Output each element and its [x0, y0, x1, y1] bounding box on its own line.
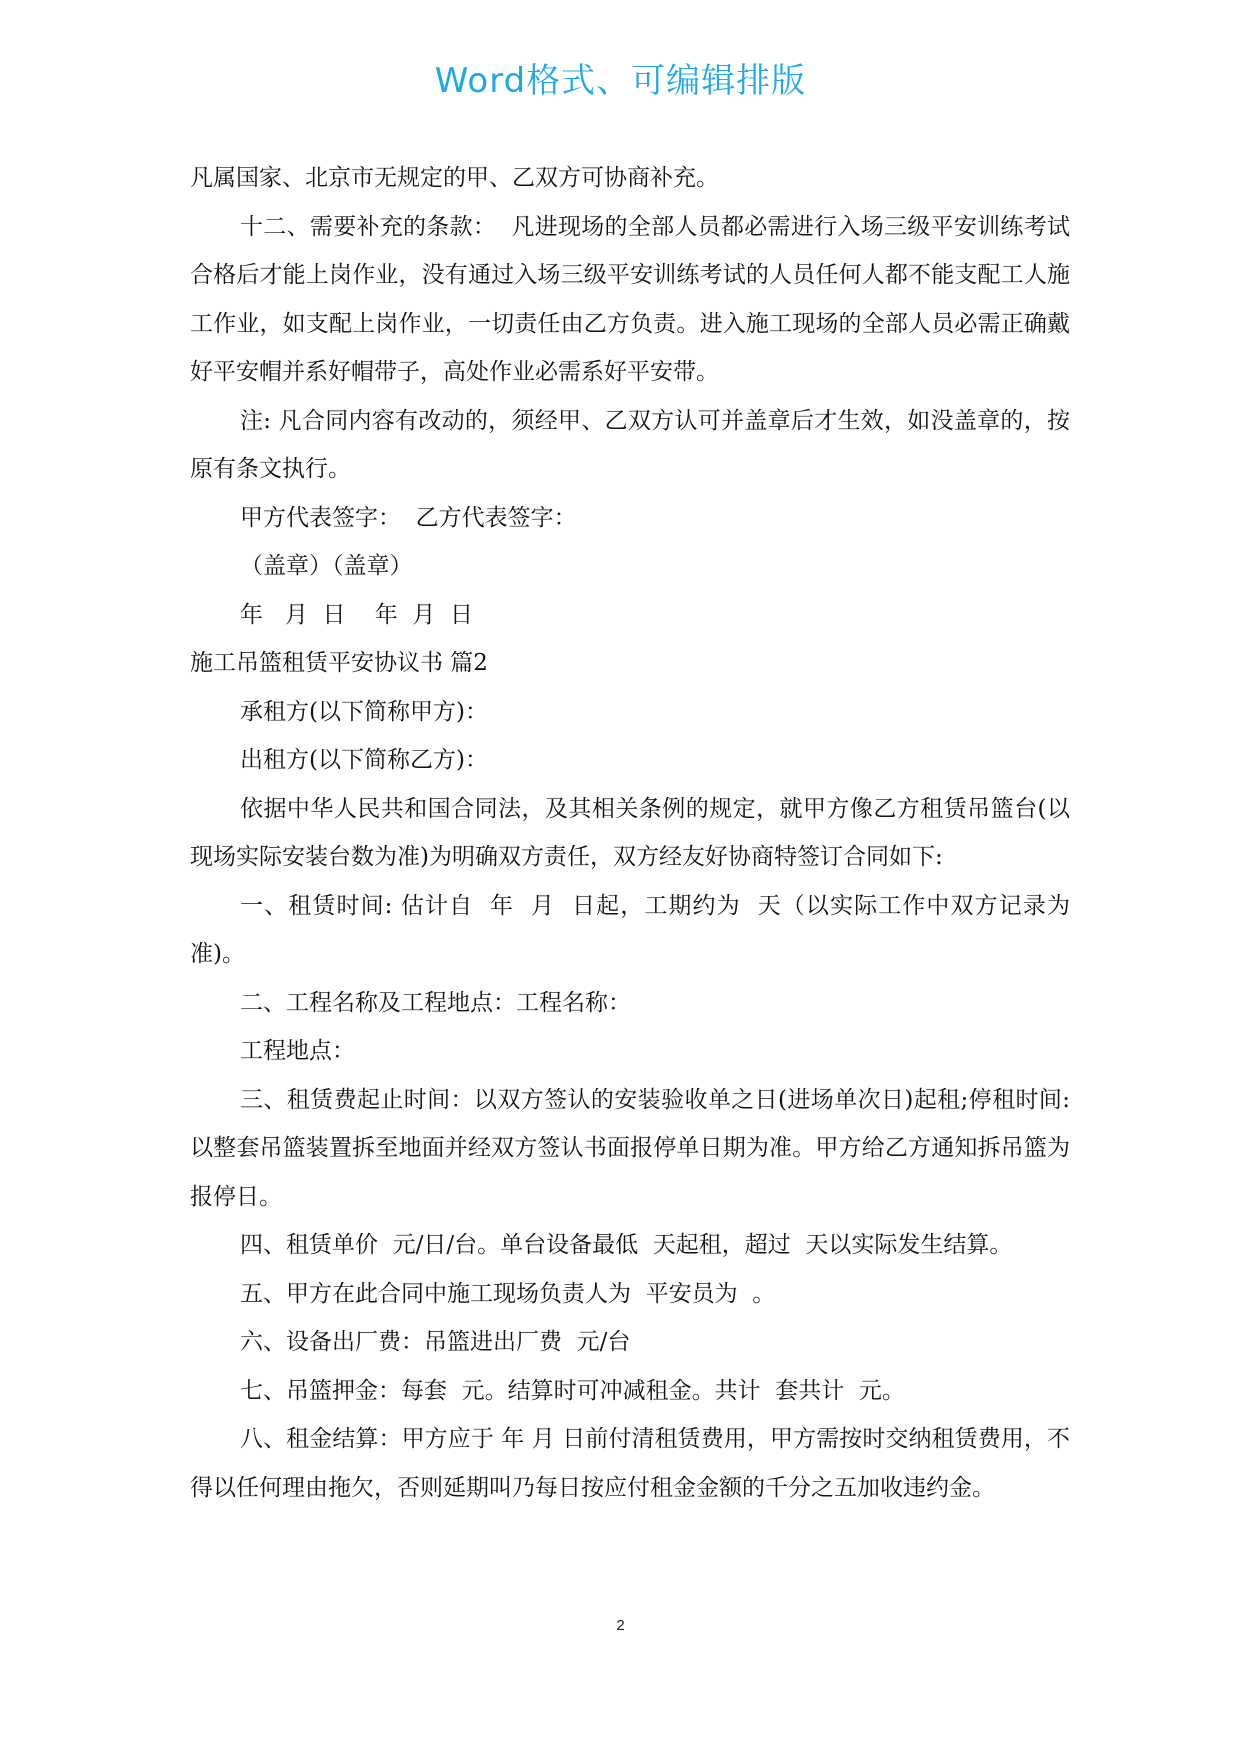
paragraph: 承租方(以下简称甲方)：	[240, 698, 488, 725]
paragraph: 十二、需要补充的条款： 凡进现场的全部人员都必需进行入场三级平安训练考试合格后才能上岗作业，没有通过入场三级平安训练考试的人员任何人都不能支配工人施工作业，如支配上岗作业，一切责任由乙方负责。进入施工现场的全部人员必需正确戴好平安帽并系好帽带子，高处作业必需系好平安带。	[190, 213, 1070, 385]
seal-line: （盖章）（盖章）	[240, 553, 413, 579]
paragraph: 出租方(以下简称乙方)：	[240, 747, 488, 773]
document-body	[190, 154, 1078, 1512]
paragraph: 八、租金结算：甲方应于 年 月 日前付清租赁费用，甲方需按时交纳租赁费用，不得以任何理由拖欠，否则延期叫乃每日按应付租金金额的千分之五加收违约金。	[190, 1426, 1070, 1501]
paragraph: 三、租赁费起止时间：以双方签认的安装验收单之日(进场单次日)起租;停租时间: 以整套吊篮装置拆至地面并经双方签认书面报停单日期为准。甲方给乙方通知拆吊篮为报停日。	[190, 1086, 1078, 1210]
paragraph: 四、租赁单价 元/日/台。单台设备最低 天起租，超过 天以实际发生结算。	[240, 1232, 1013, 1258]
paragraph: 七、吊篮押金：每套 元。结算时可冲减租金。共计 套共计 元。	[240, 1377, 905, 1404]
paragraph: 依据中华人民共和国合同法，及其相关条例的规定，就甲方像乙方租赁吊篮台(以现场实际安装台数为准)为明确双方责任，双方经友好协商特签订合同如下:	[190, 795, 1070, 870]
header-title: Word格式、可编辑排版	[434, 61, 807, 101]
paragraph: 一、租赁时间: 估计自 年 月 日起，工期约为 天（以实际工作中双方记录为准)。	[190, 892, 1070, 967]
paragraph: 注: 凡合同内容有改动的，须经甲、乙双方认可并盖章后才生效，如没盖章的，按原有条文执行。	[190, 407, 1070, 482]
paragraph: 五、甲方在此合同中施工现场负责人为 平安员为 。	[240, 1280, 776, 1307]
paragraph: 六、设备出厂费：吊篮进出厂费 元/台	[240, 1329, 631, 1355]
paragraph: 凡属国家、北京市无规定的甲、乙双方可协商补充。	[190, 165, 719, 191]
paragraph: 二、工程名称及工程地点：工程名称：	[240, 989, 631, 1016]
date-line: 年 月 日 年 月 日	[240, 601, 474, 628]
paragraph: 工程地点：	[240, 1038, 355, 1064]
page-number: 2	[616, 1617, 625, 1634]
section-heading: 施工吊篮租赁平安协议书 篇2	[190, 650, 488, 676]
signature-line: 甲方代表签字： 乙方代表签字：	[240, 504, 577, 531]
